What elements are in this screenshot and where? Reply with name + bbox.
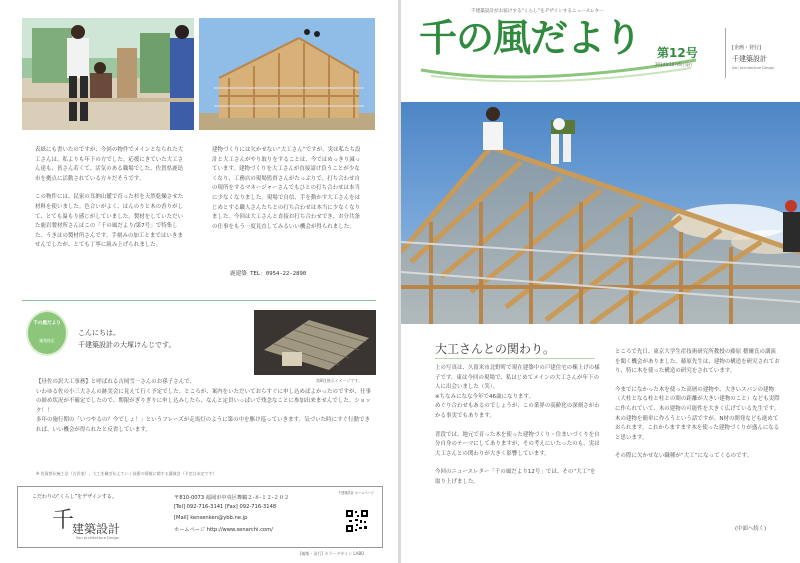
left-divider xyxy=(22,300,376,301)
continued-note: (中面へ続く) xyxy=(735,526,767,532)
model-image xyxy=(254,310,376,375)
photo-frame xyxy=(199,18,375,130)
greeting-para-2: いわゆる佐の小三大さんの跡実会に見えて行く予定でした。ところが、案内をいただいておらすぐに申し込めばよかったのですが、仕事の締め状況が不確定でしたので、期限がぎりぎりに申し込みしたら、なんと定員いっぱいで残念なことに参加出来ませんでした。ショック！！ xyxy=(36,388,371,414)
headline-rule xyxy=(435,358,595,359)
right-column-2 xyxy=(615,348,780,462)
footer-logo: 千 xyxy=(52,508,75,533)
footer-address: 〒810-0073 福岡市中央区舞鶴２-８-１２-２０２ xyxy=(174,495,290,501)
badge-subtitle: 編集後記 xyxy=(39,338,55,343)
page-right xyxy=(401,0,800,563)
left-column-1 xyxy=(35,146,187,260)
masthead-divider xyxy=(725,28,726,78)
right-col1-para-3: めぐり合わせもあるのでしょうが、この業界の高齢化の深刻さがわかる事実でもあります。 xyxy=(435,403,600,419)
right-col2-para-2: 今までになかった木を使った高層の建物や、大きいスパンの建物（大柱となる柱と柱との間の距離が大きい建物のこと）なども実際に作られていて、木の建物の可能性を大きく広げている先生です。木の建物を簡単に作ろうという話ですが、N材の開発なども進めておられます。これからますます木を使った建物づくりが盛んになると思います。 xyxy=(615,386,780,441)
footnote: ※ 佐賀県伝統工法（古民家）、大工を継ぎ伝えていく技術の情報に関する講演会（予定は未定です） xyxy=(36,471,217,476)
footer-credit: [編集・発行] カラーデザイン LABO xyxy=(300,551,365,556)
footer-web: ホームページ http://www.senarchi.com/ xyxy=(174,527,273,533)
greeting-line-2: 千建築設計の大塚けんじです。 xyxy=(78,341,176,349)
photo-model xyxy=(254,310,376,375)
right-col1-para-4: 普段では、地元で育った木を使った建物づくり・住まいづくりを自分自身のテーマにしてありますが、その考えにいたったのも、実は大工さんとの関わりが大きく影響しています。 xyxy=(435,431,600,457)
left-col2-para-1: 建物づくりには欠かせない“大工さん”ですが、実は私たち設計と大工さんがやり取りをすることは、今ではめっきり減っています。建物づくりを大工さんが直接請け負うことが少なくなり、工務店の現場監督さんがたっぷりで、打ち合わせ自の現所をするマネージャーさんでもひとの打ち合わせは本当に少なくなりました。現場で自信、手を動かす大工さんをはじめとする職人さんたちとの打ち合わせは本当に少なくなりました。今回は大工さんと直接お打ち合わせでき、お分共条の仕事をもう一度見直してみるいい機会が得られました。 xyxy=(212,147,361,230)
qr-code-icon[interactable] xyxy=(345,509,369,533)
footer-mail: [Mail] kensenken@ybb.ne.jp xyxy=(174,515,248,521)
publisher-label: [企画・発行] xyxy=(732,45,761,51)
greeting-body xyxy=(36,378,374,436)
right-col1-para-2: ※ちなみになな今年で46歳になります。 xyxy=(435,393,535,400)
badge-title: 千の風だより xyxy=(33,321,61,326)
masthead-sub: 千建築設計がお届けする“くらし”をデザインするニュースレター xyxy=(471,9,604,14)
newsletter-title: 千の風だより xyxy=(419,15,642,60)
right-col2-para-1: ところで先日、東京大学生産技術研究所教授の藤原 穂爾氏の講演を聞く機会がありました。藤原先生は、建物の構造を研究されており、特に木を使った構造の研究をされています。 xyxy=(615,349,780,375)
left-col1-para-1: 表紙にも書いたのですが、今回の物件でメインとなられた大工さんは、私よりも年下の方でした。応援にきていた大工さん達も、皆さん若くて、活気のある職場でした。佐賀県鹿島市を拠点に活動されている方々だそうです。 xyxy=(35,147,184,182)
contact-line: 鹿建築 TEL：0954-22-2890 xyxy=(230,271,307,277)
left-col1-para-2: この物件には、民家の耳納山麓で育った杉を天然乾燥させた材料を使いました。色合いがよく、はんのりと木の香りがして、とても温もり感じがしていました。製材をしていただいた鹿岩製材所さんはこの「千の風だより/第7号」で特集した、うきはの製材所さんです。手刻みの加工とまではいきませんでしたが、とても丁寧に組み上げられました。 xyxy=(35,194,184,249)
editor-badge xyxy=(26,310,68,356)
company-footer xyxy=(17,486,383,548)
right-column-1 xyxy=(435,364,600,488)
photo-roof-framing xyxy=(401,102,800,324)
ceremony-image xyxy=(22,18,194,130)
footer-tagline: こだわりの“くらし”をデザインする。 xyxy=(32,494,117,500)
right-col1-para-1: 上の写真は、久留米市北野町で現在建築中の戸建住宅の棟上げの様子です。東は今回の現場で、私はじめてメインの大工さんが年下の人に出会いました（笑）。 xyxy=(435,365,600,391)
model-caption: 第8回展示イメージです。 xyxy=(316,378,363,383)
frame-image xyxy=(199,18,375,130)
issue-number: 第12号 xyxy=(657,46,698,60)
issue-date: 2014年10月6日発行 xyxy=(655,62,693,67)
page-left xyxy=(0,0,398,563)
greeting-line-1: こんにちは。 xyxy=(78,329,120,337)
photo-ceremony xyxy=(22,18,194,130)
footer-company-en: Sen Architecture Design xyxy=(76,536,120,540)
headline: 大工さんとの関わり。 xyxy=(435,342,556,356)
greeting-para-1: 【昼佐の訳大工事務】と呼ばれる吉岡雪一さんのお孫子さんで、 xyxy=(36,379,196,385)
publisher-name-en: Sen Architecture Design xyxy=(732,66,775,70)
footer-tel: [Tel] 092-716-3141 [Fax] 092-716-3148 xyxy=(174,504,277,510)
right-col2-para-3: その際に欠かせない職種が“大工”になってくるのです。 xyxy=(615,453,753,460)
qr-label: 千建築設計 ホームページ xyxy=(337,491,374,495)
footer-company: 建築設計 xyxy=(72,522,121,536)
right-col1-para-5: 今回のニュースレター「千の風だより12号」では、その“大工”を取り上げました。 xyxy=(435,469,596,485)
publisher-name: 千建築設計 xyxy=(732,55,767,63)
left-column-2 xyxy=(212,146,364,241)
greeting-para-3: 多年の施行期の「いつやるの？今でしょ！」というフレーズが走馬灯のように第の中を駆け巡っていきます。気づいた時にすぐ行動できれば、いい機会が得られたと反省しています。 xyxy=(36,417,371,433)
roof-framing-image xyxy=(401,102,800,324)
